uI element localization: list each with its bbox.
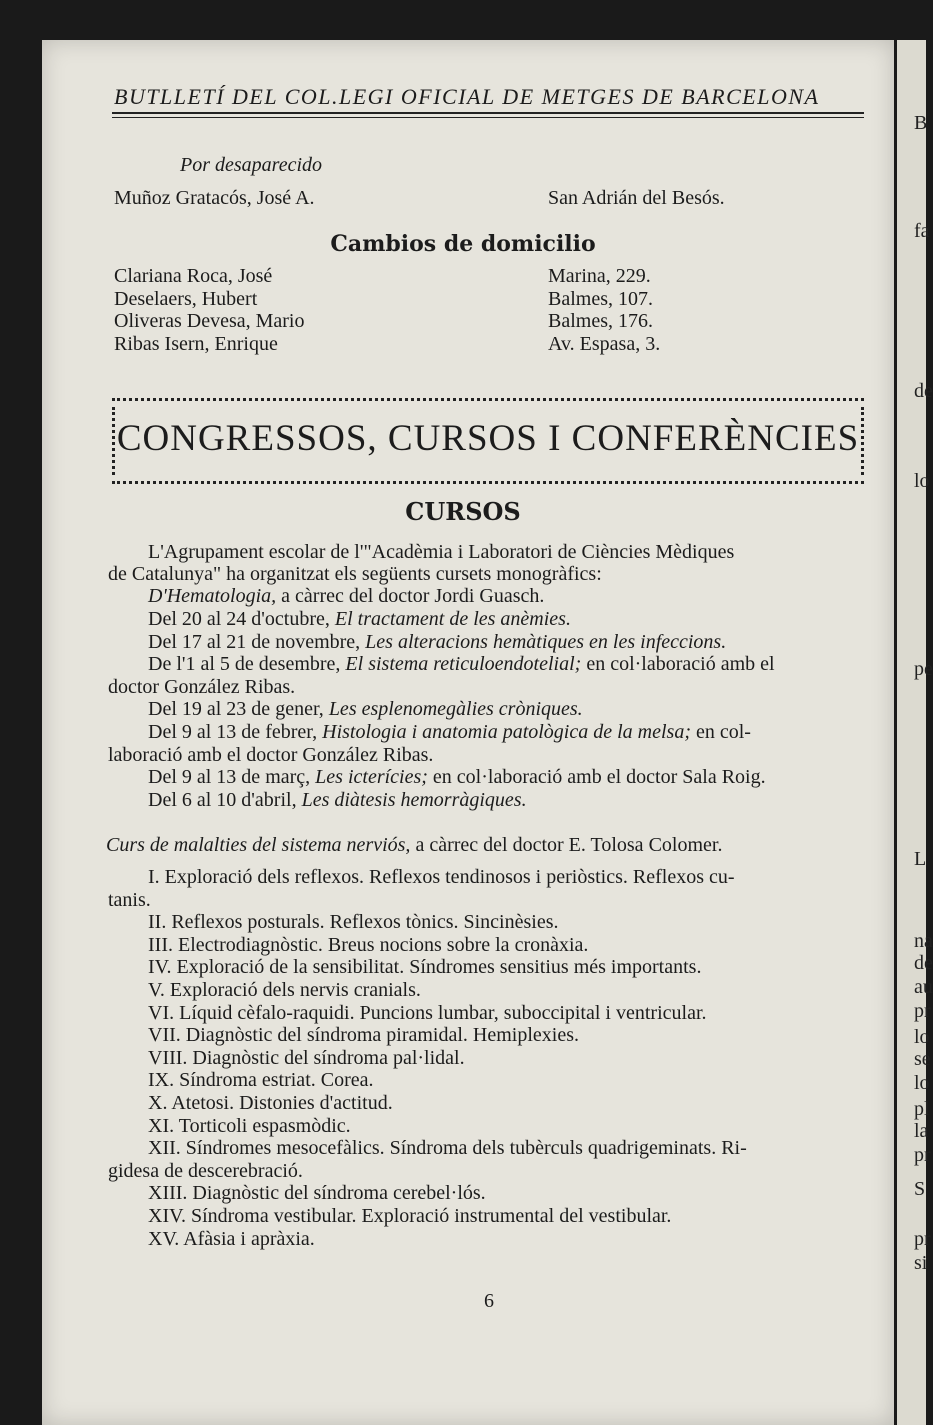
edge-letter: se xyxy=(914,1048,931,1070)
intro-line-2: de Catalunya" ha organitzat els següents cursets monogràfics: xyxy=(108,563,602,585)
intro-line-1: L'Agrupament escolar de l'"Acadèmia i Laboratori de Ciències Mèdiques xyxy=(148,541,735,563)
topic-line: XI. Torticoli espasmòdic. xyxy=(148,1114,351,1137)
lesson-it: El sistema reticuloendotelial; xyxy=(345,653,582,676)
hematologia-title: D'Hematologia, xyxy=(148,585,277,607)
topic-line: VI. Líquid cèfalo-raquidi. Puncions lumbar, suboccipital i ventricular. xyxy=(148,1001,707,1024)
topic-line: IX. Síndroma estriat. Corea. xyxy=(148,1069,374,1092)
edge-letter: si xyxy=(914,1252,928,1274)
cursos-heading: CURSOS xyxy=(405,497,521,526)
topic-line: gidesa de descerebració. xyxy=(108,1159,303,1182)
edge-letter: lo xyxy=(914,1072,930,1094)
edge-letter: pr xyxy=(914,1000,931,1022)
nervios-rest: a càrrec del doctor E. Tolosa Colomer. xyxy=(410,834,723,856)
lesson-line xyxy=(148,631,726,653)
lesson-line xyxy=(148,608,571,630)
header-rule-top xyxy=(112,112,864,114)
lesson-it: El tractament de les anèmies. xyxy=(334,608,571,630)
lesson-it: Les alteracions hemàtiques en les infeccions. xyxy=(365,630,727,653)
lesson-pre: Del 9 al 13 de març, xyxy=(148,766,316,789)
edge-letter: pr xyxy=(914,1144,931,1166)
header-rule-bottom xyxy=(112,117,864,118)
topic-line: V. Exploració dels nervis cranials. xyxy=(148,979,421,1001)
lesson-pre: Del 20 al 24 d'octubre, xyxy=(148,608,335,630)
lesson-line xyxy=(148,698,583,720)
edge-letter: de xyxy=(914,380,933,402)
nervios-title: Curs de malalties del sistema nerviós, xyxy=(106,834,411,856)
lesson-it: Les esplenomegàlies cròniques. xyxy=(328,698,583,721)
topic-line: XV. Afàsia i apràxia. xyxy=(148,1227,315,1250)
topic-line: X. Atetosi. Distonies d'actitud. xyxy=(148,1092,393,1114)
lesson-line xyxy=(108,744,433,766)
edge-letter: pl xyxy=(914,1098,930,1120)
lesson-pre: Del 6 al 10 d'abril, xyxy=(148,788,302,811)
topic-line: tanis. xyxy=(108,888,151,911)
desaparecido-place: San Adrián del Besós. xyxy=(548,187,725,209)
desaparecido-label: Por desaparecido xyxy=(180,154,323,176)
nervios-line xyxy=(106,834,722,856)
lesson-pre: laboració amb el doctor González Ribas. xyxy=(108,743,434,766)
lesson-it: Les icterícies; xyxy=(315,766,428,789)
edge-letter: pe xyxy=(914,658,933,680)
lesson-pre: De l'1 al 5 de desembre, xyxy=(148,653,346,676)
edge-letter: B xyxy=(914,112,928,134)
topic-line: XII. Síndromes mesocefàlics. Síndroma dels tubèrculs quadrigeminats. Ri- xyxy=(148,1137,747,1160)
lesson-pre: Del 17 al 21 de novembre, xyxy=(148,630,366,653)
hematologia-rest: a càrrec del doctor Jordi Guasch. xyxy=(276,585,545,607)
lesson-line xyxy=(148,653,775,675)
edge-letter: fa xyxy=(914,220,930,242)
edge-letter: pr xyxy=(914,1228,931,1250)
lesson-it: Histologia i anatomia patològica de la melsa; xyxy=(322,721,691,743)
lesson-pre: doctor González Ribas. xyxy=(108,675,296,698)
topic-line: VII. Diagnòstic del síndroma piramidal. Hemiplexies. xyxy=(148,1024,580,1047)
edge-letter: lo xyxy=(914,470,930,492)
running-header: BUTLLETÍ DEL COL.LEGI OFICIAL DE METGES DE BARCELONA xyxy=(114,84,820,109)
cambios-address: Balmes, 176. xyxy=(548,310,653,332)
lesson-line xyxy=(148,766,766,788)
page-number: 6 xyxy=(484,1290,494,1312)
desaparecido-name: Muñoz Gratacós, José A. xyxy=(114,187,315,209)
topic-line: IV. Exploració de la sensibilitat. Síndromes sensitius més importants. xyxy=(148,956,702,979)
edge-letter: de xyxy=(914,952,933,974)
lesson-it: Les diàtesis hemorràgiques. xyxy=(301,788,527,811)
topic-line: XIII. Diagnòstic del síndroma cerebel·lós. xyxy=(148,1182,486,1205)
cambios-name: Oliveras Devesa, Mario xyxy=(114,310,305,332)
cambios-name: Deselaers, Hubert xyxy=(114,287,258,310)
edge-letter: S xyxy=(914,1178,926,1200)
section-box xyxy=(112,398,864,484)
lesson-post: en col·laboració amb el xyxy=(581,653,775,676)
section-title: CONGRESSOS, CURSOS I CONFERÈNCIES xyxy=(116,418,860,459)
edge-letter: na xyxy=(914,930,933,952)
topic-line: III. Electrodiagnòstic. Breus nocions sobre la cronàxia. xyxy=(148,933,589,956)
cambios-name: Ribas Isern, Enrique xyxy=(114,332,278,355)
lesson-line xyxy=(108,676,295,698)
lesson-line xyxy=(148,789,527,811)
edge-letter: lo xyxy=(914,1026,930,1048)
cambios-address: Balmes, 107. xyxy=(548,287,653,310)
edge-letter: L xyxy=(914,848,927,870)
edge-letter: au xyxy=(914,976,933,998)
lesson-pre: Del 9 al 13 de febrer, xyxy=(148,721,323,743)
lesson-pre: Del 19 al 23 de gener, xyxy=(148,698,329,721)
cambios-name: Clariana Roca, José xyxy=(114,265,273,287)
cambios-heading: Cambios de domicilio xyxy=(330,231,596,257)
cambios-address: Marina, 229. xyxy=(548,265,651,287)
cambios-address: Av. Espasa, 3. xyxy=(548,332,661,355)
lesson-line xyxy=(148,721,751,743)
edge-letter: la xyxy=(914,1120,929,1142)
hematologia-line xyxy=(148,585,544,607)
lesson-post: en col·laboració amb el doctor Sala Roig. xyxy=(427,766,766,789)
lesson-post: en col- xyxy=(691,721,751,743)
topic-line: I. Exploració dels reflexos. Reflexos tendinosos i periòstics. Reflexos cu- xyxy=(148,866,735,888)
topic-line: XIV. Síndroma vestibular. Exploració instrumental del vestibular. xyxy=(148,1205,672,1227)
topic-line: VIII. Diagnòstic del síndroma pal·lidal. xyxy=(148,1046,465,1069)
topic-line: II. Reflexos posturals. Reflexos tònics. Sincinèsies. xyxy=(148,911,559,934)
